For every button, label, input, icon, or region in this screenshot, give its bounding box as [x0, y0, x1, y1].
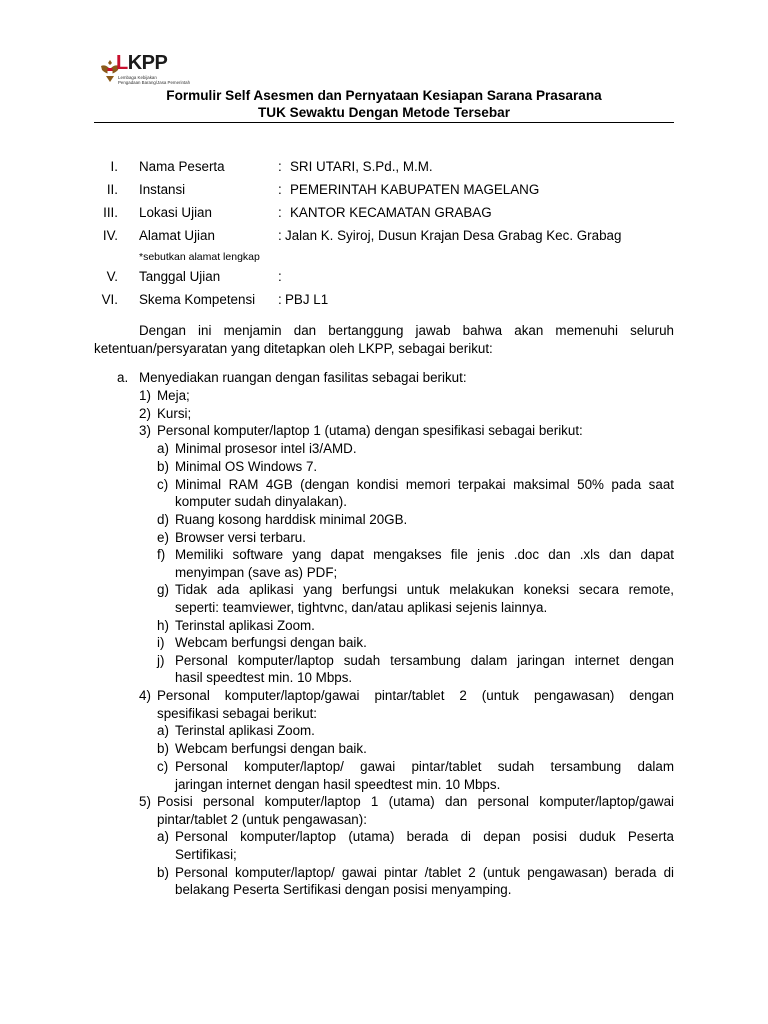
sub-item-continued: menyimpan (save as) PDF;: [175, 565, 338, 580]
intro-line-1: Dengan ini menjamin dan bertanggung jawab bahwa akan memenuhi seluruh: [139, 323, 674, 338]
sub-item-marker: a): [157, 441, 169, 456]
list-item-marker: 1): [139, 388, 151, 403]
sub-item: Minimal RAM 4GB (dengan kondisi memori terpakai maksimal 50% pada saat: [175, 477, 674, 492]
list-item: Personal komputer/laptop/gawai pintar/tablet 2 (untuk pengawasan) dengan: [157, 688, 674, 703]
sub-item: Memiliki software yang dapat mengakses file jenis .doc dan .xls dan dapat: [175, 547, 674, 562]
sub-item: Webcam berfungsi dengan baik.: [175, 635, 367, 650]
logo-wordmark: LKPP: [116, 52, 168, 74]
sub-item: Tidak ada aplikasi yang berfungsi untuk melakukan koneksi secara remote,: [175, 582, 674, 597]
sub-item: Minimal prosesor intel i3/AMD.: [175, 441, 357, 456]
sub-item-marker: c): [157, 477, 169, 492]
identity-row-instansi: II. Instansi : PEMERINTAH KABUPATEN MAGELANG: [106, 182, 540, 197]
section-a-marker: a.: [117, 370, 129, 385]
list-item: Meja;: [157, 388, 190, 403]
sub-item: Personal komputer/laptop/ gawai pintar/tablet sudah tersambung dalam: [175, 759, 674, 774]
sub-item-continued: jaringan internet dengan hasil speedtest min. 10 Mbps.: [175, 777, 501, 792]
list-item-marker: 5): [139, 794, 151, 809]
sub-item-marker: e): [157, 530, 169, 545]
sub-item-marker: h): [157, 618, 169, 633]
sub-item-marker: c): [157, 759, 169, 774]
sub-item-marker: a): [157, 829, 169, 844]
sub-item: Personal komputer/laptop/ gawai pintar /tablet 2 (untuk pengawasan) berada di: [175, 865, 674, 880]
list-item-marker: 3): [139, 423, 151, 438]
identity-row-tanggal: V. Tanggal Ujian :: [106, 269, 282, 284]
sub-item-continued: komputer sudah dinyalakan).: [175, 494, 347, 509]
sub-item-continued: seperti: teamviewer, tightvnc, dan/atau aplikasi sejenis lainnya.: [175, 600, 548, 615]
list-item: Kursi;: [157, 406, 192, 421]
sub-item: Personal komputer/laptop sudah tersambung dalam jaringan internet dengan: [175, 653, 674, 668]
section-a-heading: Menyediakan ruangan dengan fasilitas sebagai berikut:: [139, 370, 467, 385]
form-title-line-1: Formulir Self Asesmen dan Pernyataan Kesiapan Sarana Prasarana: [166, 88, 602, 103]
sub-item-marker: b): [157, 865, 169, 880]
list-item: Personal komputer/laptop 1 (utama) dengan spesifikasi sebagai berikut:: [157, 423, 583, 438]
logo-tagline-1: Lembaga Kebijakan: [118, 75, 157, 80]
title-divider: [94, 122, 674, 123]
sub-item-marker: f): [157, 547, 166, 562]
logo-tagline-2: Pengadaan Barang/Jasa Pemerintah: [118, 80, 191, 85]
sub-item: Browser versi terbaru.: [175, 530, 306, 545]
sub-item-marker: g): [157, 582, 169, 597]
sub-item-marker: b): [157, 741, 169, 756]
intro-line-2: ketentuan/persyaratan yang ditetapkan oleh LKPP, sebagai berikut:: [94, 341, 493, 356]
sub-item: Minimal OS Windows 7.: [175, 459, 318, 474]
list-item-continued: spesifikasi sebagai berikut:: [157, 706, 318, 721]
sub-item-continued: hasil speedtest min. 10 Mbps.: [175, 670, 353, 685]
sub-item: Ruang kosong harddisk minimal 20GB.: [175, 512, 408, 527]
sub-item: Terinstal aplikasi Zoom.: [175, 618, 315, 633]
sub-item-continued: Sertifikasi;: [175, 847, 237, 862]
sub-item: Terinstal aplikasi Zoom.: [175, 723, 315, 738]
identity-row-lokasi: III. Lokasi Ujian : KANTOR KECAMATAN GRABAG: [103, 205, 492, 220]
sub-item: Webcam berfungsi dengan baik.: [175, 741, 367, 756]
form-title-line-2: TUK Sewaktu Dengan Metode Tersebar: [257, 105, 511, 120]
list-item-marker: 2): [139, 406, 151, 421]
sub-item-continued: belakang Peserta Sertifikasi dengan posisi menyamping.: [175, 882, 512, 897]
address-note: *sebutkan alamat lengkap: [139, 251, 260, 263]
identity-row-alamat: IV. Alamat Ujian : Jalan K. Syiroj, Dusun Krajan Desa Grabag Kec. Grabag: [102, 228, 622, 243]
sub-item-marker: d): [157, 512, 169, 527]
sub-item-marker: a): [157, 723, 169, 738]
list-item: Posisi personal komputer/laptop 1 (utama) dan personal komputer/laptop/gawai: [157, 794, 674, 809]
identity-row-skema: VI. Skema Kompetensi : PBJ L1: [101, 292, 329, 307]
sub-item-marker: b): [157, 459, 169, 474]
list-item-marker: 4): [139, 688, 151, 703]
sub-item: Personal komputer/laptop (utama) berada di depan posisi duduk Peserta: [175, 829, 674, 844]
lkpp-logo: [100, 52, 210, 92]
list-item-continued: pintar/tablet 2 (untuk pengawasan):: [157, 812, 367, 827]
identity-row-name: I. Nama Peserta : SRI UTARI, S.Pd., M.M.: [110, 159, 433, 174]
sub-item-marker: i): [157, 635, 165, 650]
sub-item-marker: j): [157, 653, 165, 668]
